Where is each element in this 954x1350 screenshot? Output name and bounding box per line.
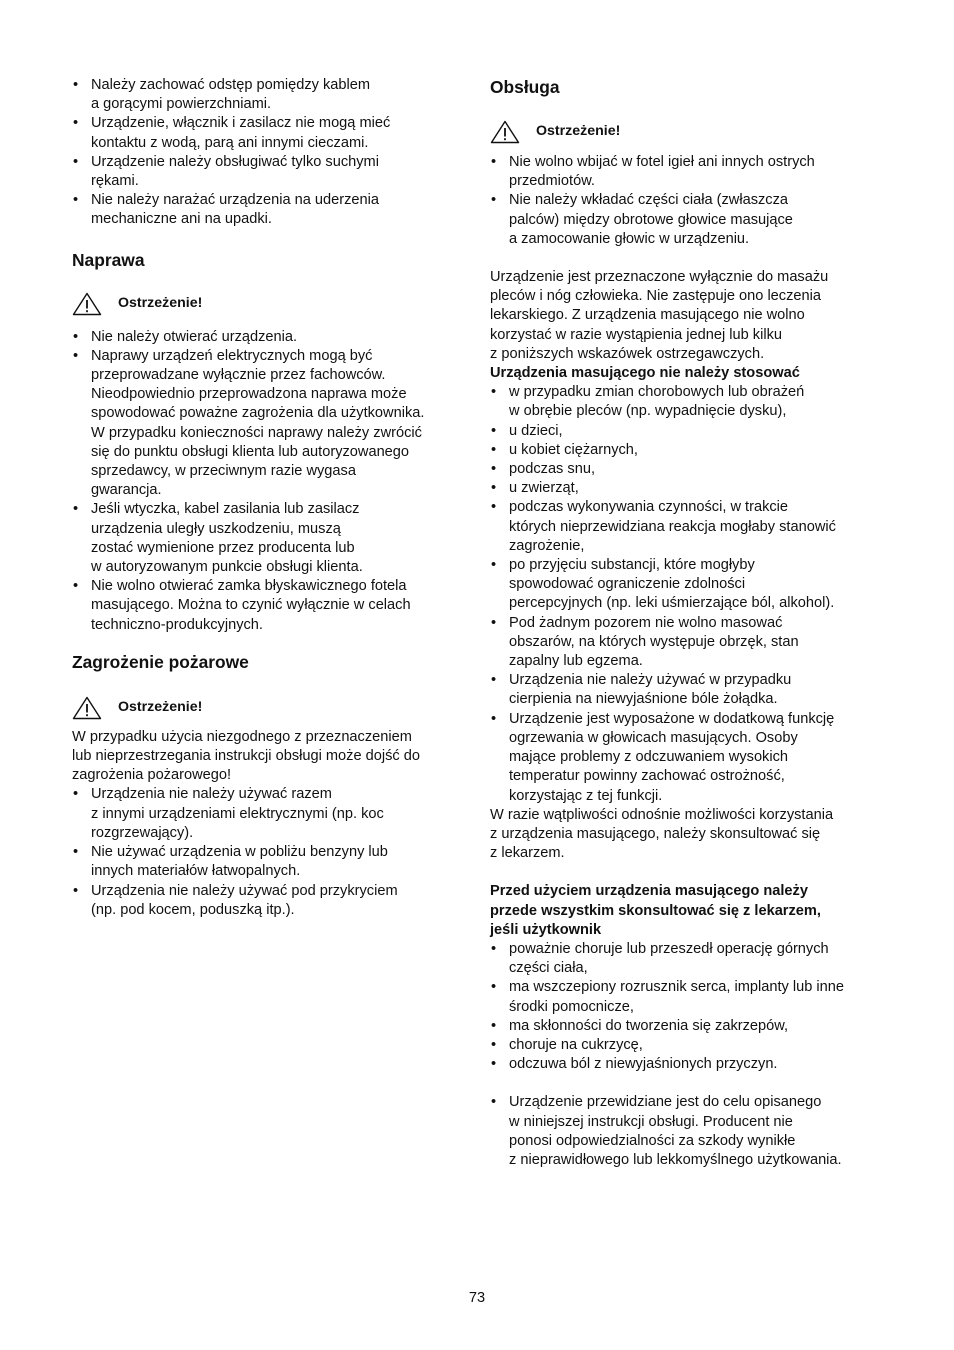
pozar-paragraph: W przypadku użycia niezgodnego z przeznaczeniem lub nieprzestrzegania instrukcji obsługi może dojść do zagrożenia pożarowego! <box>72 728 420 784</box>
naprawa-warning <box>72 292 467 316</box>
naprawa-heading: Naprawa <box>72 249 145 270</box>
list-item: • Urządzenie jest wyposażone w dodatkową funkcję ogrzewania w głowicach masujących. Osoby mające problemy z odczuwaniem wysokich temperatur powinny zachować ostrożność, korzystając z tej funkcji. <box>490 710 890 806</box>
list-item: • choruje na cukrzycę, <box>490 1036 890 1055</box>
list-item: • Urządzenie należy obsługiwać tylko suchymi rękami. <box>72 153 467 191</box>
list-item: • Naprawy urządzeń elektrycznych mogą być przeprowadzane wyłącznie przez fachowców. Nieodpowiednio przeprowadzona naprawa może spowodować poważne zagrożenia dla użytkownika. W przypadku konieczności naprawy należy zwrócić się do punktu obsługi klienta lub autoryzowanego sprzedawcy, w przeciwnym razie wygasa gwarancja. <box>72 347 467 501</box>
pozar-warning <box>72 696 467 720</box>
warning-triangle-icon <box>72 292 102 316</box>
warning-triangle-icon <box>72 696 102 720</box>
consult-list <box>490 940 890 1074</box>
pozar-list <box>72 785 467 919</box>
list-item: • Nie należy otwierać urządzenia. <box>72 328 467 347</box>
list-item: • podczas snu, <box>490 460 890 479</box>
obsluga-warning <box>490 120 890 144</box>
list-item: • Nie należy narażać urządzenia na uderzenia mechaniczne ani na upadki. <box>72 191 467 229</box>
list-item: • u kobiet ciężarnych, <box>490 441 890 460</box>
list-item: • ma wszczepiony rozrusznik serca, implanty lub inne środki pomocnicze, <box>490 978 890 1016</box>
list-item: • odczuwa ból z niewyjaśnionych przyczyn. <box>490 1055 890 1074</box>
warning-label: Ostrzeżenie! <box>118 295 203 312</box>
list-item: • Pod żadnym pozorem nie wolno masować obszarów, na których występuje obrzęk, stan zapalny lub egzema. <box>490 614 890 672</box>
contra-heading: Urządzenia masującego nie należy stosować <box>490 365 800 382</box>
list-item: • poważnie choruje lub przeszedł operację górnych części ciała, <box>490 940 890 978</box>
list-item: • Nie należy wkładać części ciała (zwłaszcza palców) między obrotowe głowice masujące a zamocowanie głowic w urządzeniu. <box>490 191 890 249</box>
page-number: 73 <box>468 1290 486 1306</box>
list-item: • Nie wolno wbijać w fotel igieł ani innych ostrych przedmiotów. <box>490 153 890 191</box>
obsluga-warning-list <box>490 153 890 249</box>
intro-paragraph: Urządzenie jest przeznaczone wyłącznie do masażu pleców i nóg człowieka. Nie zastępuje ono leczenia lekarskiego. Z urządzenia masującego nie wolno korzystać w razie wystąpienia jednej lub kilku z poniższych wskazówek ostrzegawczych. <box>490 269 829 362</box>
warning-triangle-icon <box>490 120 520 144</box>
contra-list <box>490 383 890 805</box>
left-column <box>72 76 467 920</box>
warning-label: Ostrzeżenie! <box>536 123 621 140</box>
list-item: • Nie używać urządzenia w pobliżu benzyny lub innych materiałów łatwopalnych. <box>72 843 467 881</box>
final-list <box>490 1093 890 1170</box>
warning-label: Ostrzeżenie! <box>118 699 203 716</box>
list-item: • w przypadku zmian chorobowych lub obrażeń w obrębie pleców (np. wypadnięcie dysku), <box>490 383 890 421</box>
list-item: • Należy zachować odstęp pomiędzy kablem a gorącymi powierzchniami. <box>72 76 467 114</box>
obsluga-heading: Obsługa <box>490 77 560 97</box>
list-item: • Urządzenia nie należy używać w przypadku cierpienia na niewyjaśnione bóle żołądka. <box>490 671 890 709</box>
consult-heading: Przed użyciem urządzenia masującego należy przede wszystkim skonsultować się z lekarzem, jeśli użytkownik <box>490 883 821 938</box>
list-item: • Urządzenia nie należy używać razem z innymi urządzeniami elektrycznymi (np. koc rozgrzewający). <box>72 785 467 843</box>
intro-list <box>72 76 467 230</box>
naprawa-list <box>72 328 467 635</box>
list-item: • Urządzenie przewidziane jest do celu opisanego w niniejszej instrukcji obsługi. Producent nie ponosi odpowiedzialności za szkody wynikłe z nieprawidłowego lub lekkomyślnego użytkowania. <box>490 1093 890 1170</box>
list-item: • Urządzenia nie należy używać pod przykryciem (np. pod kocem, poduszką itp.). <box>72 882 467 920</box>
list-item: • Urządzenie, włącznik i zasilacz nie mogą mieć kontaktu z wodą, parą ani innymi cieczami. <box>72 114 467 152</box>
list-item: • po przyjęciu substancji, które mogłyby spowodować ograniczenie zdolności percepcyjnych (np. leki uśmierzające ból, alkohol). <box>490 556 890 614</box>
list-item: • u dzieci, <box>490 422 890 441</box>
list-item: • u zwierząt, <box>490 479 890 498</box>
doubt-paragraph: W razie wątpliwości odnośnie możliwości korzystania z urządzenia masującego, należy skonsultować się z lekarzem. <box>490 806 834 862</box>
right-column <box>490 76 890 1170</box>
list-item: • Nie wolno otwierać zamka błyskawicznego fotela masującego. Można to czynić wyłącznie w celach techniczno-produkcyjnych. <box>72 577 467 635</box>
list-item: • podczas wykonywania czynności, w trakcie których nieprzewidziana reakcja mogłaby stanowić zagrożenie, <box>490 498 890 556</box>
list-item: • Jeśli wtyczka, kabel zasilania lub zasilacz urządzenia uległy uszkodzeniu, muszą zostać wymienione przez producenta lub w autoryzowanym punkcie obsługi klienta. <box>72 500 467 577</box>
pozar-heading: Zagrożenie pożarowe <box>72 651 249 672</box>
list-item: • ma skłonności do tworzenia się zakrzepów, <box>490 1017 890 1036</box>
